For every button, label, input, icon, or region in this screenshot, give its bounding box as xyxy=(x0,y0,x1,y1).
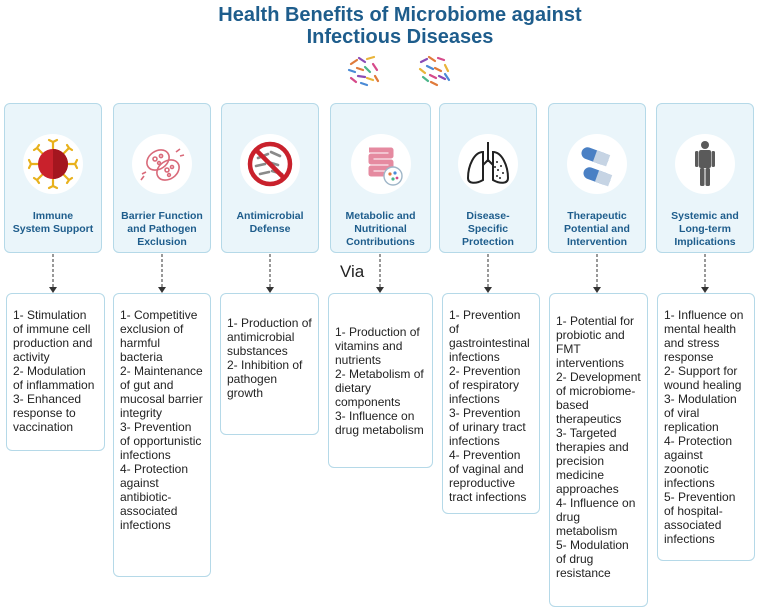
connector-arrow xyxy=(373,254,387,294)
category-card-antimicrobial xyxy=(221,103,319,253)
list-item: 2- Modulation of inflammation xyxy=(13,364,95,392)
category-label: Barrier Function and Pathogen Exclusion xyxy=(121,210,203,248)
human-figure-icon xyxy=(673,132,737,196)
gut-barrier-icon xyxy=(130,132,194,196)
connector-arrow xyxy=(155,254,169,294)
capsules-icon xyxy=(565,132,629,196)
list-item: 1- Influence on mental health and stress response xyxy=(664,308,744,364)
microbiome-cluster-icon xyxy=(343,50,383,90)
list-item: 3- Influence on drug metabolism xyxy=(335,409,424,437)
lungs-icon xyxy=(456,132,520,196)
list-item: 4- Influence on drug metabolism xyxy=(556,496,636,538)
connector-arrow xyxy=(481,254,495,294)
category-label: Immune System Support xyxy=(12,210,94,235)
list-item: 2- Support for wound healing xyxy=(664,364,742,392)
list-item: 1- Competitive exclusion of harmful bacteria xyxy=(120,308,198,364)
immune-cell-icon xyxy=(21,132,85,196)
outcome-box-antimicrobial xyxy=(220,293,319,435)
list-item: 2- Development of microbiome-based therapeutics xyxy=(556,370,641,426)
list-item: 1- Potential for probiotic and FMT interventions xyxy=(556,314,635,370)
list-item: 4- Protection against antibiotic-associated infections xyxy=(120,462,189,532)
outcome-box-disease xyxy=(442,293,540,514)
list-item: 5- Prevention of hospital-associated infections xyxy=(664,490,736,546)
outcome-box-therapeutic xyxy=(549,293,648,607)
outcome-box-metabolic xyxy=(328,293,433,468)
list-item: 2- Maintenance of gut and mucosal barrier integrity xyxy=(120,364,203,420)
outcome-box-systemic xyxy=(657,293,755,561)
category-card-immune xyxy=(4,103,102,253)
list-item: 1- Prevention of gastrointestinal infections xyxy=(449,308,530,364)
connector-arrow xyxy=(263,254,277,294)
title-line-1: Health Benefits of Microbiome against xyxy=(218,4,582,26)
no-bacteria-icon xyxy=(238,132,302,196)
title-line-2: Infectious Diseases xyxy=(306,26,494,48)
connector-arrow xyxy=(590,254,604,294)
list-item: 1- Production of vitamins and nutrients xyxy=(335,325,420,367)
microbiome-cluster-icon xyxy=(414,50,454,90)
list-item: 3- Prevention of urinary tract infections xyxy=(449,406,526,448)
category-card-disease xyxy=(439,103,537,253)
list-item: 3- Targeted therapies and precision medicine approaches xyxy=(556,426,629,496)
list-item: 3- Modulation of viral replication xyxy=(664,392,737,434)
category-label: Antimicrobial Defense xyxy=(236,210,304,235)
list-item: 4- Protection against zoonotic infections xyxy=(664,434,733,490)
intestine-icon xyxy=(349,132,413,196)
category-label: Metabolic and Nutritional Contributions xyxy=(345,210,416,248)
list-item: 2- Inhibition of pathogen growth xyxy=(227,358,303,400)
via-label: Via xyxy=(340,262,365,281)
list-item: 1- Stimulation of immune cell production and activity xyxy=(13,308,93,364)
category-card-therapeutic xyxy=(548,103,646,253)
list-item: 3- Prevention of opportunistic infections xyxy=(120,420,202,462)
list-item: 2- Prevention of respiratory infections xyxy=(449,364,521,406)
outcome-box-barrier xyxy=(113,293,211,577)
diagram-title xyxy=(0,4,759,48)
category-card-metabolic xyxy=(330,103,431,253)
connector-arrow xyxy=(698,254,712,294)
category-label: Disease- Specific Protection xyxy=(462,210,514,248)
connector-arrow xyxy=(46,254,60,294)
category-card-systemic xyxy=(656,103,754,253)
category-label: Therapeutic Potential and Intervention xyxy=(564,210,630,248)
list-item: 3- Enhanced response to vaccination xyxy=(13,392,82,434)
list-item: 4- Prevention of vaginal and reproductive tract infections xyxy=(449,448,527,504)
list-item: 1- Production of antimicrobial substances xyxy=(227,316,312,358)
category-label: Systemic and Long-term Implications xyxy=(671,210,739,248)
category-card-barrier xyxy=(113,103,211,253)
list-item: 5- Modulation of drug resistance xyxy=(556,538,629,580)
outcome-box-immune xyxy=(6,293,105,451)
list-item: 2- Metabolism of dietary components xyxy=(335,367,424,409)
